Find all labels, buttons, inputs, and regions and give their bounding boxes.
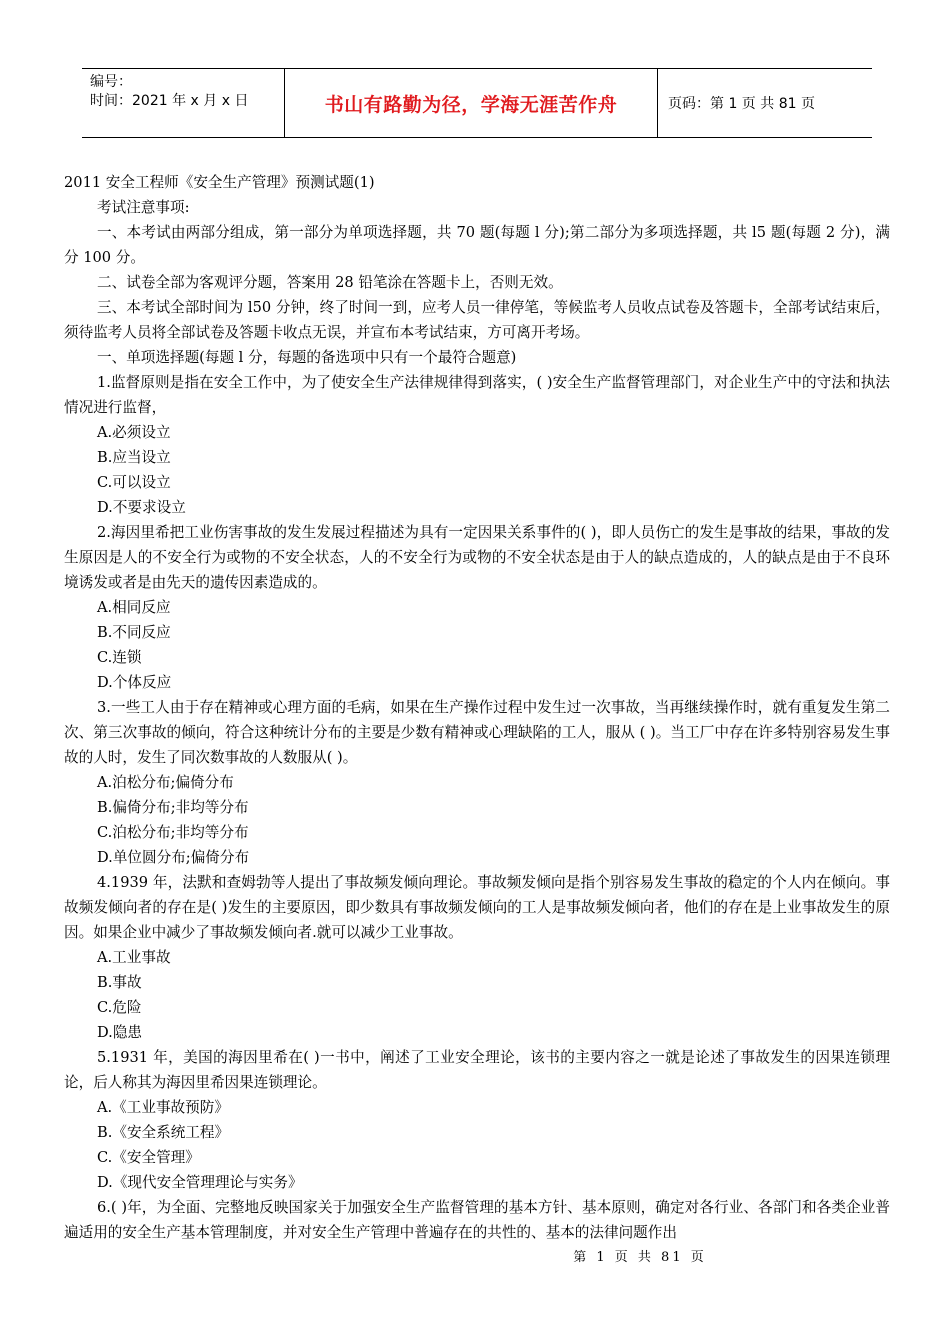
paragraph: 4.1939 年，法默和查姆勃等人提出了事故频发倾向理论。事故频发倾向是指个别容易发生事故的稳定的个人内在倾向。事故频发倾向者的存在是( )发生的主要原因，即少数具有事故频发倾向的工人是事故频发倾向者，他们的存在是上业事故发生的原因。如果企业中减少了事故频发倾向者.就可以减少工业事故。 <box>64 874 890 941</box>
answer-option: B.不同反应 <box>97 624 171 641</box>
paragraph: 3.一些工人由于存在精神或心理方面的毛病，如果在生产操作过程中发生过一次事故，当再继续操作时，就有重复发生第二次、第三次事故的倾向，符合这种统计分布的主要是少数有精神或心理缺陷的工人，服从 ( )。当工厂中存在许多特别容易发生事故的人时，发生了同次数事故的人数服从( )。 <box>64 699 890 766</box>
page-footer: 第 1 页 共 81 页 <box>573 1250 707 1265</box>
document-number-label: 编号： <box>90 74 132 90</box>
answer-option: C.《安全管理》 <box>97 1149 200 1166</box>
header-left-cell <box>82 69 284 137</box>
header-motto: 书山有路勤为径，学海无涯苦作舟 <box>284 69 658 137</box>
answer-option: C.危险 <box>97 999 142 1016</box>
answer-option: B.《安全系统工程》 <box>97 1124 230 1141</box>
answer-option: A.泊松分布;偏倚分布 <box>97 774 234 791</box>
answer-option: D.隐患 <box>97 1024 143 1041</box>
answer-option: B.偏倚分布;非均等分布 <box>97 799 249 816</box>
paragraph: 一、本考试由两部分组成，第一部分为单项选择题，共 70 题(每题 l 分);第二部分为多项选择题，共 l5 题(每题 2 分)，满分 100 分。 <box>64 224 890 266</box>
answer-option: B.事故 <box>97 974 142 991</box>
paragraph: 2.海因里希把工业伤害事故的发生发展过程描述为具有一定因果关系事件的( )，即人员伤亡的发生是事故的结果，事故的发生原因是人的不安全行为或物的不安全状态，人的不安全行为或物的不安全状态是由于人的缺点造成的，人的缺点是由于不良环境诱发或者是由先天的遗传因素造成的。 <box>64 524 890 591</box>
paragraph: 三、本考试全部时间为 l50 分钟，终了时间一到，应考人员一律停笔，等候监考人员收点试卷及答题卡，全部考试结束后，须待监考人员将全部试卷及答题卡收点无误，并宣布本考试结束，方可离开考场。 <box>64 299 890 341</box>
answer-option: C.泊松分布;非均等分布 <box>97 824 249 841</box>
answer-option: D.不要求设立 <box>97 499 186 516</box>
paragraph: 6.( )年，为全面、完整地反映国家关于加强安全生产监督管理的基本方针、基本原则，确定对各行业、各部门和各类企业普遍适用的安全生产基本管理制度，并对安全生产管理中普遍存在的共性的、基本的法律问题作出 <box>64 1199 890 1241</box>
answer-option: A.必须设立 <box>97 424 171 441</box>
header-table <box>82 68 872 138</box>
paragraph: 考试注意事项: <box>97 199 190 216</box>
paragraph: 一、单项选择题(每题 l 分，每题的备选项中只有一个最符合题意) <box>97 349 517 366</box>
paragraph-list <box>64 195 890 1245</box>
answer-option: D.单位圆分布;偏倚分布 <box>97 849 250 866</box>
answer-option: C.可以设立 <box>97 474 171 491</box>
paragraph: 1.监督原则是指在安全工作中，为了使安全生产法律规律得到落实，( )安全生产监督管理部门，对企业生产中的守法和执法情况进行监督， <box>64 374 890 416</box>
answer-option: A.工业事故 <box>97 949 171 966</box>
answer-option: C.连锁 <box>97 649 142 666</box>
answer-option: B.应当设立 <box>97 449 171 466</box>
answer-option: A.相同反应 <box>97 599 171 616</box>
paragraph: 5.1931 年，美国的海因里希在( )一书中，阐述了工业安全理论，该书的主要内容之一就是论述了事故发生的因果连锁理论，后人称其为海因里希因果连锁理论。 <box>64 1049 890 1091</box>
document-title: 2011 安全工程师《安全生产管理》预测试题(1) <box>64 174 375 191</box>
answer-option: D.《现代安全管理理论与实务》 <box>97 1174 303 1191</box>
answer-option: D.个体反应 <box>97 674 172 691</box>
document-date-label: 时间：2021 年 x 月 x 日 <box>90 93 249 109</box>
header-page-label: 页码：第 1 页 共 81 页 <box>668 96 815 112</box>
document-body <box>64 170 890 1245</box>
paragraph: 二、试卷全部为客观评分题，答案用 28 铅笔涂在答题卡上，否则无效。 <box>97 274 563 291</box>
answer-option: A.《工业事故预防》 <box>97 1099 229 1116</box>
